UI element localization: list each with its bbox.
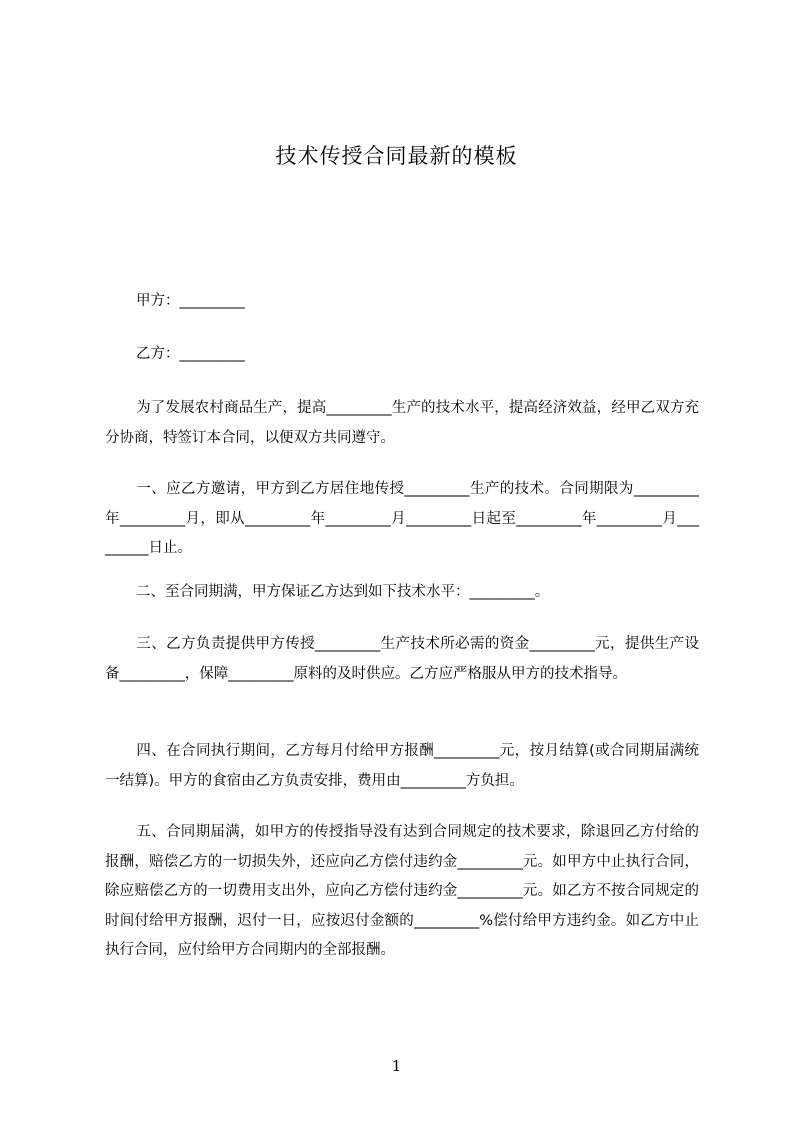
clause-4-text: 四、在合同执行期间，乙方每月付给甲方报酬_________元，按月结算(或合同期届满统一结算)。甲方的食宿由乙方负责安排，费用由_________方负担。 bbox=[105, 743, 699, 789]
clause-5-text: 五、合同期届满，如甲方的传授指导没有达到合同规定的技术要求，除退回乙方付给的报酬，赔偿乙方的一切损失外，还应向乙方偿付违约金_________元。如甲方中止执行合同，除应赔偿乙方的一切费用支出外，应向乙方偿付违约金_________元。如乙方不按合同规定的时间付给甲方报酬，迟付一日，应按迟付金额的_________%偿付给甲方违约金。如乙方中止执行合同，应付给甲方合同期内的全部报酬。 bbox=[105, 824, 699, 958]
party-b-line: 乙方：_________ bbox=[136, 346, 245, 362]
clause-3-paragraph bbox=[105, 630, 699, 689]
clause-1-paragraph bbox=[105, 475, 699, 564]
clause-1-text: 一、应乙方邀请，甲方到乙方居住地传授_________生产的技术。合同期限为_________年_________月，即从_________年_________月_________日起至_________年_________月_________日止。 bbox=[105, 481, 699, 556]
party-a-line: 甲方：_________ bbox=[136, 293, 245, 309]
clause-2-paragraph bbox=[105, 578, 699, 608]
clause-2-text: 二、至合同期满，甲方保证乙方达到如下技术水平：_________。 bbox=[136, 584, 550, 600]
page-number: 1 bbox=[391, 1057, 402, 1075]
intro-text: 为了发展农村商品生产，提高_________生产的技术水平，提高经济效益，经甲乙双方充分协商，特签订本合同，以便双方共同遵守。 bbox=[105, 400, 699, 446]
document-title: 技术传授合同最新的模板 bbox=[275, 144, 518, 168]
clause-5-paragraph bbox=[105, 818, 699, 966]
clause-3-text: 三、乙方负责提供甲方传授_________生产技术所必需的资金_________元，提供生产设备_________，保障_________原料的及时供应。乙方应严格服从甲方的技术指导。 bbox=[105, 636, 699, 682]
intro-paragraph bbox=[105, 394, 699, 453]
clause-4-paragraph bbox=[105, 737, 699, 796]
